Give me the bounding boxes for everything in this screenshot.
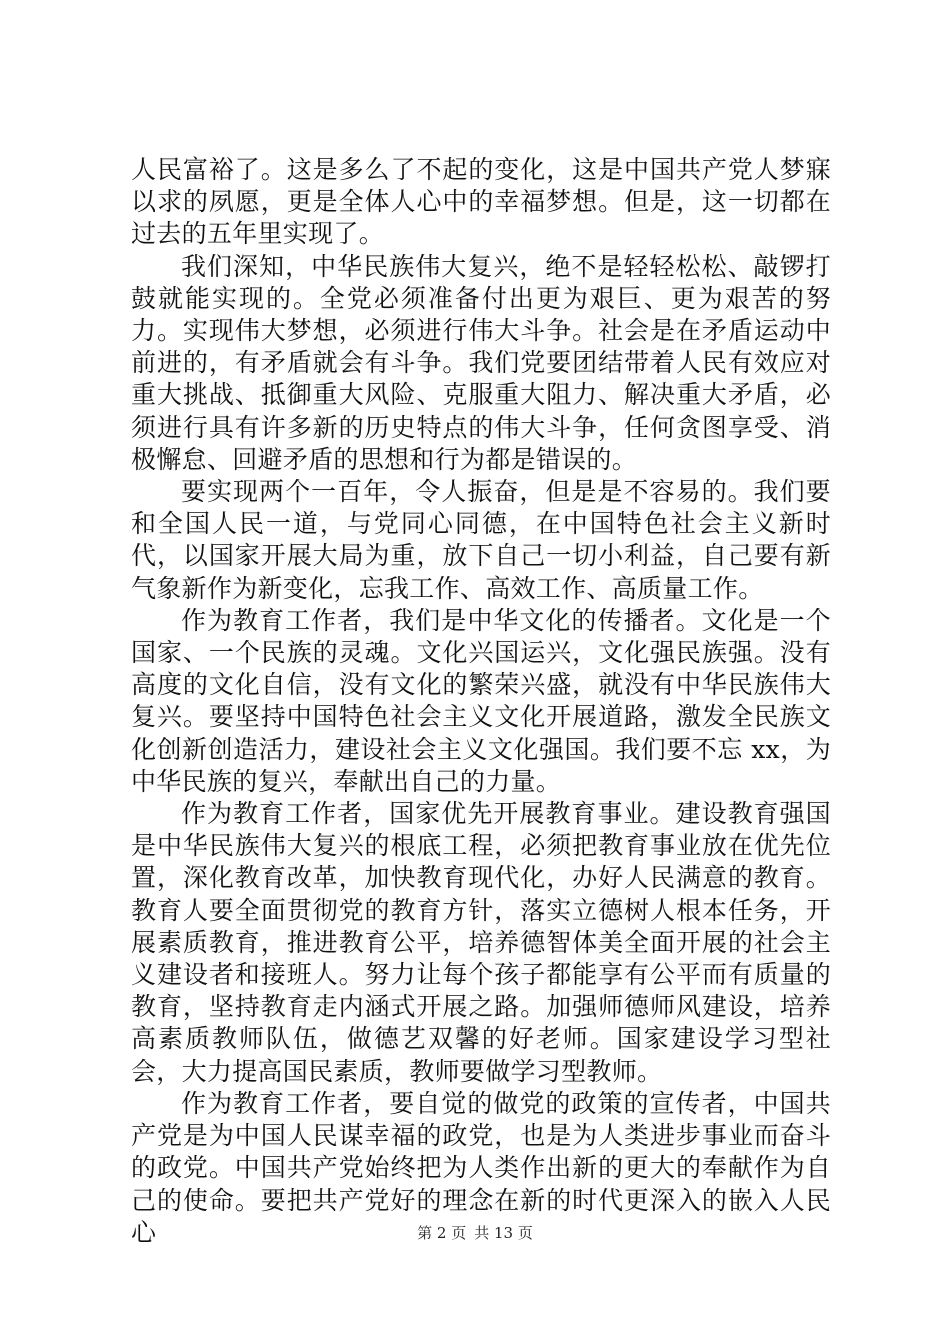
page-footer bbox=[0, 1222, 950, 1243]
paragraph-continued: 人民富裕了。这是多么了不起的变化，这是中国共产党人梦寐以求的夙愿，更是全体人心中的幸福梦想。但是，这一切都在过去的五年里实现了。 bbox=[131, 155, 831, 249]
paragraph: 作为教育工作者，我们是中华文化的传播者。文化是一个国家、一个民族的灵魂。文化兴国运兴，文化强民族强。没有高度的文化自信，没有文化的繁荣兴盛，就没有中华民族伟大复兴。要坚持中国特色社会主义文化开展道路，激发全民族文化创新创造活力，建设社会主义文化强国。我们要不忘 xx，为中华民族的复兴，奉献出自己的力量。 bbox=[131, 605, 831, 796]
paragraph: 要实现两个一百年，令人振奋，但是是不容易的。我们要和全国人民一道，与党同心同德，在中国特色社会主义新时代，以国家开展大局为重，放下自己一切小利益，自己要有新气象新作为新变化，忘我工作、高效工作、高质量工作。 bbox=[131, 477, 831, 603]
document-body bbox=[131, 154, 831, 1249]
paragraph: 我们深知，中华民族伟大复兴，绝不是轻轻松松、敲锣打鼓就能实现的。全党必须准备付出更为艰巨、更为艰苦的努力。实现伟大梦想，必须进行伟大斗争。社会是在矛盾运动中前进的，有矛盾就会有斗争。我们党要团结带着人民有效应对重大挑战、抵御重大风险、克服重大阻力、解决重大矛盾，必须进行具有许多新的历史特点的伟大斗争，任何贪图享受、消极懈怠、回避矛盾的思想和行为都是错误的。 bbox=[131, 251, 831, 474]
page-number: 第 2 页 bbox=[417, 1224, 467, 1242]
page-total: 共 13 页 bbox=[474, 1224, 533, 1242]
paragraph: 作为教育工作者，国家优先开展教育事业。建设教育强国是中华民族伟大复兴的根底工程，必须把教育事业放在优先位置，深化教育改革，加快教育现代化，办好人民满意的教育。教育人要全面贯彻党的教育方针，落实立德树人根本任务，开展素质教育，推进教育公平，培养德智体美全面开展的社会主义建设者和接班人。努力让每个孩子都能享有公平而有质量的教育，坚持教育走内涵式开展之路。加强师德师风建设，培养高素质教师队伍，做德艺双馨的好老师。国家建设学习型社会，大力提高国民素质，教师要做学习型教师。 bbox=[131, 799, 831, 1086]
paragraph: 作为教育工作者，要自觉的做党的政策的宣传者，中国共产党是为中国人民谋幸福的政党，也是为人类进步事业而奋斗的政党。中国共产党始终把为人类作出新的更大的奉献作为自己的使命。要把共产党好的理念在新的时代更深入的嵌入人民心 bbox=[131, 1088, 831, 1247]
